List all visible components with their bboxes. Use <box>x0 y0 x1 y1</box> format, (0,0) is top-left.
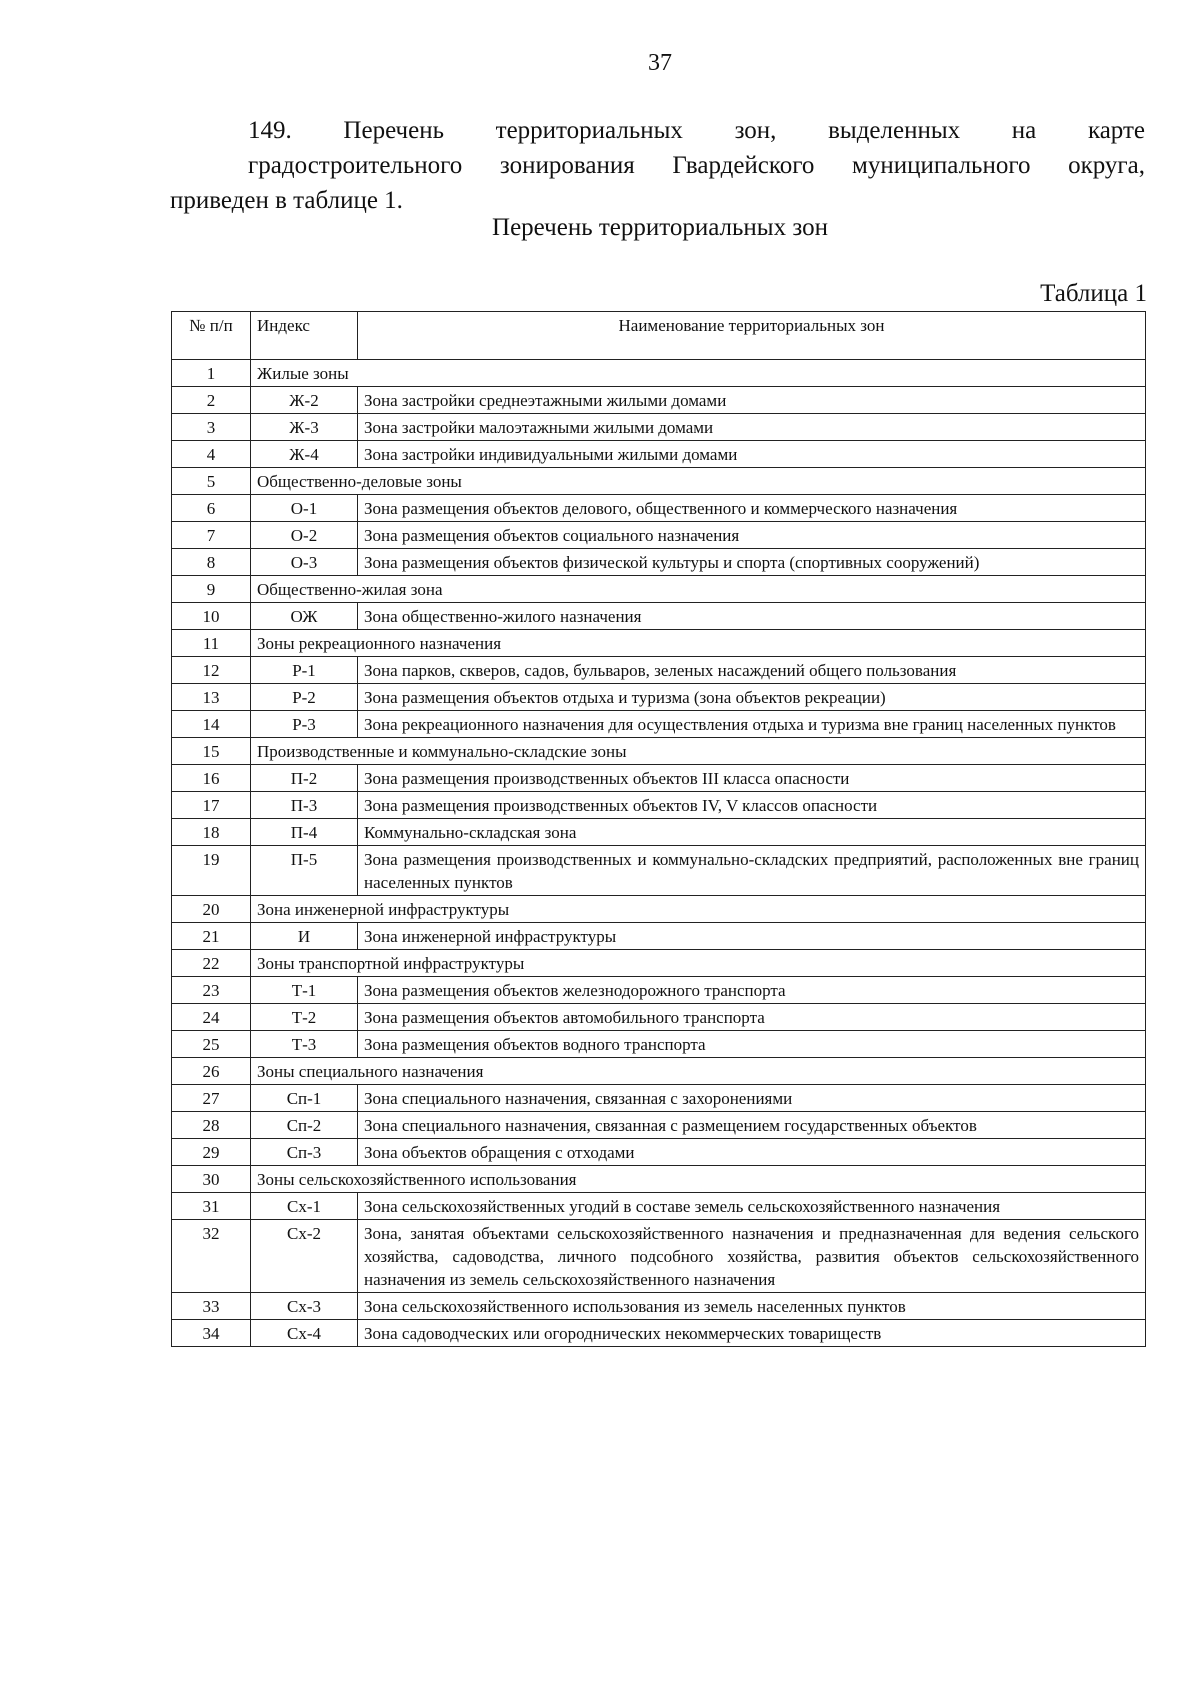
table-row <box>172 765 1146 792</box>
row-number: 34 <box>172 1320 251 1347</box>
table-row <box>172 549 1146 576</box>
row-number: 14 <box>172 711 251 738</box>
zone-name: Зона специального назначения, связанная с размещением государственных объектов <box>358 1112 1146 1139</box>
table-row <box>172 1004 1146 1031</box>
row-number: 24 <box>172 1004 251 1031</box>
row-number: 23 <box>172 977 251 1004</box>
zone-name: Зона застройки среднеэтажными жилыми домами <box>358 387 1146 414</box>
row-number: 2 <box>172 387 251 414</box>
zone-index: П-4 <box>251 819 358 846</box>
zone-index: Сх-4 <box>251 1320 358 1347</box>
zone-name: Зона размещения объектов водного транспорта <box>358 1031 1146 1058</box>
intro-last-line: приведен в таблице 1. <box>170 187 403 214</box>
row-number: 26 <box>172 1058 251 1085</box>
zone-name: Зона объектов обращения с отходами <box>358 1139 1146 1166</box>
zone-name: Зона застройки индивидуальными жилыми домами <box>358 441 1146 468</box>
table-header-row <box>172 312 1146 360</box>
row-number: 16 <box>172 765 251 792</box>
row-number: 13 <box>172 684 251 711</box>
zone-name: Зона сельскохозяйственного использования из земель населенных пунктов <box>358 1293 1146 1320</box>
table-row <box>172 657 1146 684</box>
table-group-row <box>172 576 1146 603</box>
row-number: 22 <box>172 950 251 977</box>
zone-name: Зона размещения объектов отдыха и туризма (зона объектов рекреации) <box>358 684 1146 711</box>
zone-name: Зона сельскохозяйственных угодий в составе земель сельскохозяйственного назначения <box>358 1193 1146 1220</box>
table-group-row <box>172 468 1146 495</box>
table-row <box>172 603 1146 630</box>
row-number: 32 <box>172 1220 251 1293</box>
table-row <box>172 441 1146 468</box>
zone-name: Зона специального назначения, связанная с захоронениями <box>358 1085 1146 1112</box>
zone-index: О-3 <box>251 549 358 576</box>
intro-paragraph <box>170 113 1145 218</box>
zones-table-body <box>172 360 1146 1347</box>
zone-index: Сх-1 <box>251 1193 358 1220</box>
intro-second-line: градостроительного зонирования Гвардейского муниципального округа, <box>248 152 1145 179</box>
row-number: 12 <box>172 657 251 684</box>
table-group-row <box>172 950 1146 977</box>
table-row <box>172 1139 1146 1166</box>
zone-index: Сп-3 <box>251 1139 358 1166</box>
table-row <box>172 1293 1146 1320</box>
zone-index: Р-1 <box>251 657 358 684</box>
row-number: 17 <box>172 792 251 819</box>
zone-name: Зона парков, скверов, садов, бульваров, зеленых насаждений общего пользования <box>358 657 1146 684</box>
zone-index: Ж-3 <box>251 414 358 441</box>
table-group-row <box>172 738 1146 765</box>
zone-index: Сх-2 <box>251 1220 358 1293</box>
table-group-row <box>172 896 1146 923</box>
header-num: № п/п <box>172 312 251 360</box>
table-row <box>172 387 1146 414</box>
table-row <box>172 819 1146 846</box>
zone-name: Коммунально-складская зона <box>358 819 1146 846</box>
zone-group-name: Зоны сельскохозяйственного использования <box>251 1166 1146 1193</box>
zones-table <box>171 311 1146 1347</box>
zone-name: Зона размещения объектов социального назначения <box>358 522 1146 549</box>
zone-index: Р-3 <box>251 711 358 738</box>
table-row <box>172 1193 1146 1220</box>
zone-name: Зона садоводческих или огороднических некоммерческих товариществ <box>358 1320 1146 1347</box>
zone-index: ОЖ <box>251 603 358 630</box>
table-group-row <box>172 1166 1146 1193</box>
page-number: 37 <box>648 50 672 76</box>
row-number: 9 <box>172 576 251 603</box>
zone-group-name: Зоны транспортной инфраструктуры <box>251 950 1146 977</box>
row-number: 10 <box>172 603 251 630</box>
zone-index: Ж-4 <box>251 441 358 468</box>
zone-index: О-1 <box>251 495 358 522</box>
zone-name: Зона размещения производственных объектов III класса опасности <box>358 765 1146 792</box>
zone-index: Т-3 <box>251 1031 358 1058</box>
row-number: 33 <box>172 1293 251 1320</box>
row-number: 11 <box>172 630 251 657</box>
row-number: 19 <box>172 846 251 896</box>
intro-first-line: 149. Перечень территориальных зон, выделенных на карте <box>248 117 1145 144</box>
row-number: 18 <box>172 819 251 846</box>
table-group-row <box>172 1058 1146 1085</box>
table-caption: Таблица 1 <box>1040 280 1147 307</box>
zone-name: Зона размещения производственных объектов IV, V классов опасности <box>358 792 1146 819</box>
zone-name: Зона размещения объектов железнодорожного транспорта <box>358 977 1146 1004</box>
zone-index: Сп-1 <box>251 1085 358 1112</box>
zone-name: Зона, занятая объектами сельскохозяйственного назначения и предназначенная для ведения сельского хозяйства, садоводства, личного подсобного хозяйства, развития объектов сельскохозяйственного назначения из земель сельскохозяйственного назначения <box>358 1220 1146 1293</box>
table-row <box>172 711 1146 738</box>
zone-index: Сх-3 <box>251 1293 358 1320</box>
zone-index: П-5 <box>251 846 358 896</box>
table-row <box>172 792 1146 819</box>
zone-index: П-3 <box>251 792 358 819</box>
row-number: 8 <box>172 549 251 576</box>
header-name: Наименование территориальных зон <box>358 312 1146 360</box>
zone-index: П-2 <box>251 765 358 792</box>
row-number: 27 <box>172 1085 251 1112</box>
row-number: 5 <box>172 468 251 495</box>
row-number: 29 <box>172 1139 251 1166</box>
table-row <box>172 1085 1146 1112</box>
table-row <box>172 977 1146 1004</box>
zone-index: Т-2 <box>251 1004 358 1031</box>
zone-name: Зона рекреационного назначения для осуществления отдыха и туризма вне границ населенных пунктов <box>358 711 1146 738</box>
zone-index: Р-2 <box>251 684 358 711</box>
zone-name: Зона инженерной инфраструктуры <box>358 923 1146 950</box>
row-number: 4 <box>172 441 251 468</box>
zone-name: Зона размещения производственных и коммунально-складских предприятий, расположенных вне границ населенных пунктов <box>358 846 1146 896</box>
zone-group-name: Общественно-деловые зоны <box>251 468 1146 495</box>
row-number: 25 <box>172 1031 251 1058</box>
zone-index: О-2 <box>251 522 358 549</box>
table-heading: Перечень территориальных зон <box>492 214 828 241</box>
table-row <box>172 1112 1146 1139</box>
zone-name: Зона общественно-жилого назначения <box>358 603 1146 630</box>
table-row <box>172 414 1146 441</box>
zone-name: Зона размещения объектов физической культуры и спорта (спортивных сооружений) <box>358 549 1146 576</box>
table-row <box>172 684 1146 711</box>
table-group-row <box>172 630 1146 657</box>
header-index: Индекс <box>251 312 358 360</box>
row-number: 30 <box>172 1166 251 1193</box>
zone-group-name: Общественно-жилая зона <box>251 576 1146 603</box>
zone-group-name: Производственные и коммунально-складские зоны <box>251 738 1146 765</box>
row-number: 20 <box>172 896 251 923</box>
zone-name: Зона застройки малоэтажными жилыми домами <box>358 414 1146 441</box>
table-row <box>172 846 1146 896</box>
row-number: 15 <box>172 738 251 765</box>
row-number: 3 <box>172 414 251 441</box>
zone-group-name: Зоны рекреационного назначения <box>251 630 1146 657</box>
zone-group-name: Зоны специального назначения <box>251 1058 1146 1085</box>
zone-index: Ж-2 <box>251 387 358 414</box>
zone-group-name: Жилые зоны <box>251 360 1146 387</box>
table-row <box>172 923 1146 950</box>
table-row <box>172 1220 1146 1293</box>
zone-index: Сп-2 <box>251 1112 358 1139</box>
zone-name: Зона размещения объектов делового, общественного и коммерческого назначения <box>358 495 1146 522</box>
row-number: 1 <box>172 360 251 387</box>
table-group-row <box>172 360 1146 387</box>
zone-group-name: Зона инженерной инфраструктуры <box>251 896 1146 923</box>
row-number: 6 <box>172 495 251 522</box>
row-number: 21 <box>172 923 251 950</box>
table-row <box>172 495 1146 522</box>
row-number: 7 <box>172 522 251 549</box>
zone-index: Т-1 <box>251 977 358 1004</box>
table-row <box>172 1320 1146 1347</box>
table-row <box>172 1031 1146 1058</box>
row-number: 31 <box>172 1193 251 1220</box>
row-number: 28 <box>172 1112 251 1139</box>
zone-name: Зона размещения объектов автомобильного транспорта <box>358 1004 1146 1031</box>
zone-index: И <box>251 923 358 950</box>
table-row <box>172 522 1146 549</box>
